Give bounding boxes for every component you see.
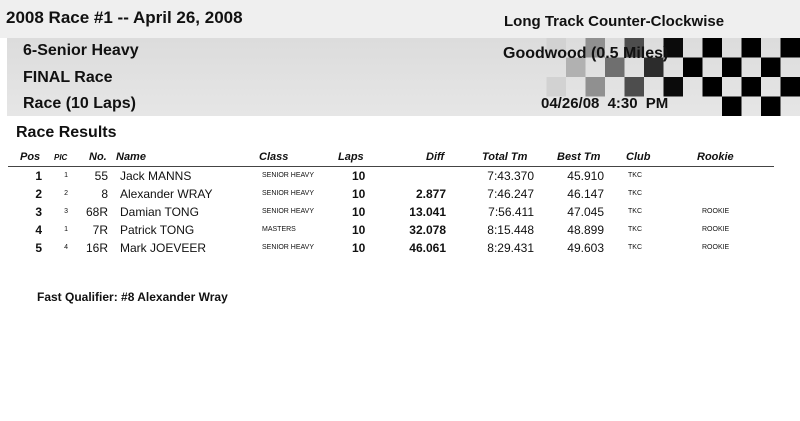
- col-header-name: Name: [116, 151, 146, 163]
- flag-square: [722, 58, 742, 78]
- pos-cell: 3: [35, 205, 42, 219]
- club-cell: TKC: [628, 226, 642, 233]
- flag-square: [761, 58, 781, 78]
- fast-qualifier-note: Fast Qualifier: #8 Alexander Wray: [37, 290, 228, 304]
- col-header-class: Class: [259, 151, 289, 163]
- race-title: 2008 Race #1 -- April 26, 2008: [6, 8, 243, 27]
- club-cell: TKC: [628, 172, 642, 179]
- pos-cell: 5: [35, 241, 42, 255]
- pic-cell: 1: [64, 172, 68, 179]
- col-header-no: No.: [89, 151, 107, 163]
- venue: Goodwood (0.5 Miles): [503, 45, 669, 62]
- pos-cell: 4: [35, 223, 42, 237]
- flag-square: [781, 77, 800, 97]
- total-time-cell: 8:15.448: [487, 223, 534, 237]
- class-cell: SENIOR HEAVY: [262, 208, 314, 215]
- class-cell: SENIOR HEAVY: [262, 172, 314, 179]
- club-cell: TKC: [628, 244, 642, 251]
- name-cell: Alexander WRAY: [120, 187, 213, 201]
- flag-square: [625, 77, 645, 97]
- table-row: [0, 221, 800, 239]
- pic-cell: 3: [64, 208, 68, 215]
- laps-cell: 10: [352, 241, 366, 255]
- flag-square: [761, 97, 781, 117]
- rookie-cell: ROOKIE: [702, 208, 730, 215]
- flag-square: [547, 77, 567, 97]
- col-header-laps: Laps: [338, 151, 364, 163]
- total-time-cell: 8:29.431: [487, 241, 534, 255]
- flag-square: [703, 38, 723, 58]
- col-header-diff: Diff: [426, 151, 445, 163]
- session-line: FINAL Race: [23, 69, 113, 86]
- laps-cell: 10: [352, 223, 366, 237]
- name-cell: Jack MANNS: [120, 169, 192, 183]
- number-cell: 8: [101, 187, 108, 201]
- rookie-cell: ROOKIE: [702, 226, 730, 233]
- club-cell: TKC: [628, 208, 642, 215]
- col-header-best: Best Tm: [557, 151, 601, 163]
- table-row: [0, 167, 800, 185]
- pos-cell: 1: [35, 169, 42, 183]
- number-cell: 7R: [92, 223, 108, 237]
- rookie-cell: ROOKIE: [702, 244, 730, 251]
- total-time-cell: 7:46.247: [487, 187, 534, 201]
- col-header-rookie: Rookie: [697, 151, 734, 163]
- flag-square: [742, 38, 762, 58]
- best-time-cell: 45.910: [567, 169, 604, 183]
- race-datetime: [541, 95, 668, 112]
- pic-cell: 2: [64, 190, 68, 197]
- col-header-club: Club: [626, 151, 651, 163]
- flag-square: [586, 77, 606, 97]
- name-cell: Mark JOEVEER: [120, 241, 207, 255]
- class-line: 6-Senior Heavy: [23, 42, 139, 59]
- club-cell: TKC: [628, 190, 642, 197]
- pic-cell: 4: [64, 244, 68, 251]
- pos-cell: 2: [35, 187, 42, 201]
- pic-cell: 1: [64, 226, 68, 233]
- race-time: 4:30 PM: [607, 95, 669, 112]
- flag-square: [683, 58, 703, 78]
- diff-cell: 13.041: [409, 205, 446, 219]
- flag-square: [722, 97, 742, 117]
- col-header-pic: PIC: [54, 153, 68, 162]
- total-time-cell: 7:56.411: [488, 205, 534, 219]
- track-name: Long Track Counter-Clockwise: [504, 13, 725, 30]
- diff-cell: 46.061: [409, 241, 446, 255]
- flag-square: [703, 77, 723, 97]
- best-time-cell: 49.603: [567, 241, 604, 255]
- diff-cell: 2.877: [415, 187, 446, 201]
- laps-line: Race (10 Laps): [23, 95, 136, 112]
- number-cell: 16R: [85, 241, 108, 255]
- name-cell: Patrick TONG: [120, 223, 195, 237]
- class-cell: SENIOR HEAVY: [262, 244, 314, 251]
- best-time-cell: 47.045: [567, 205, 604, 219]
- name-cell: Damian TONG: [120, 205, 199, 219]
- flag-square: [742, 77, 762, 97]
- flag-square: [664, 77, 684, 97]
- col-header-total: Total Tm: [482, 151, 528, 163]
- section-title: Race Results: [16, 124, 117, 141]
- total-time-cell: 7:43.370: [487, 169, 534, 183]
- number-cell: 55: [94, 169, 108, 183]
- best-time-cell: 48.899: [567, 223, 604, 237]
- flag-square: [781, 38, 800, 58]
- table-row: [0, 185, 800, 203]
- laps-cell: 10: [352, 205, 366, 219]
- table-row: [0, 239, 800, 257]
- table-row: [0, 203, 800, 221]
- laps-cell: 10: [352, 187, 366, 201]
- col-header-pos: Pos: [20, 151, 41, 163]
- diff-cell: 32.078: [409, 223, 446, 237]
- race-date: 04/26/08: [541, 95, 600, 112]
- class-cell: MASTERS: [262, 226, 296, 233]
- laps-cell: 10: [352, 169, 366, 183]
- number-cell: 68R: [85, 205, 108, 219]
- best-time-cell: 46.147: [567, 187, 604, 201]
- class-cell: SENIOR HEAVY: [262, 190, 314, 197]
